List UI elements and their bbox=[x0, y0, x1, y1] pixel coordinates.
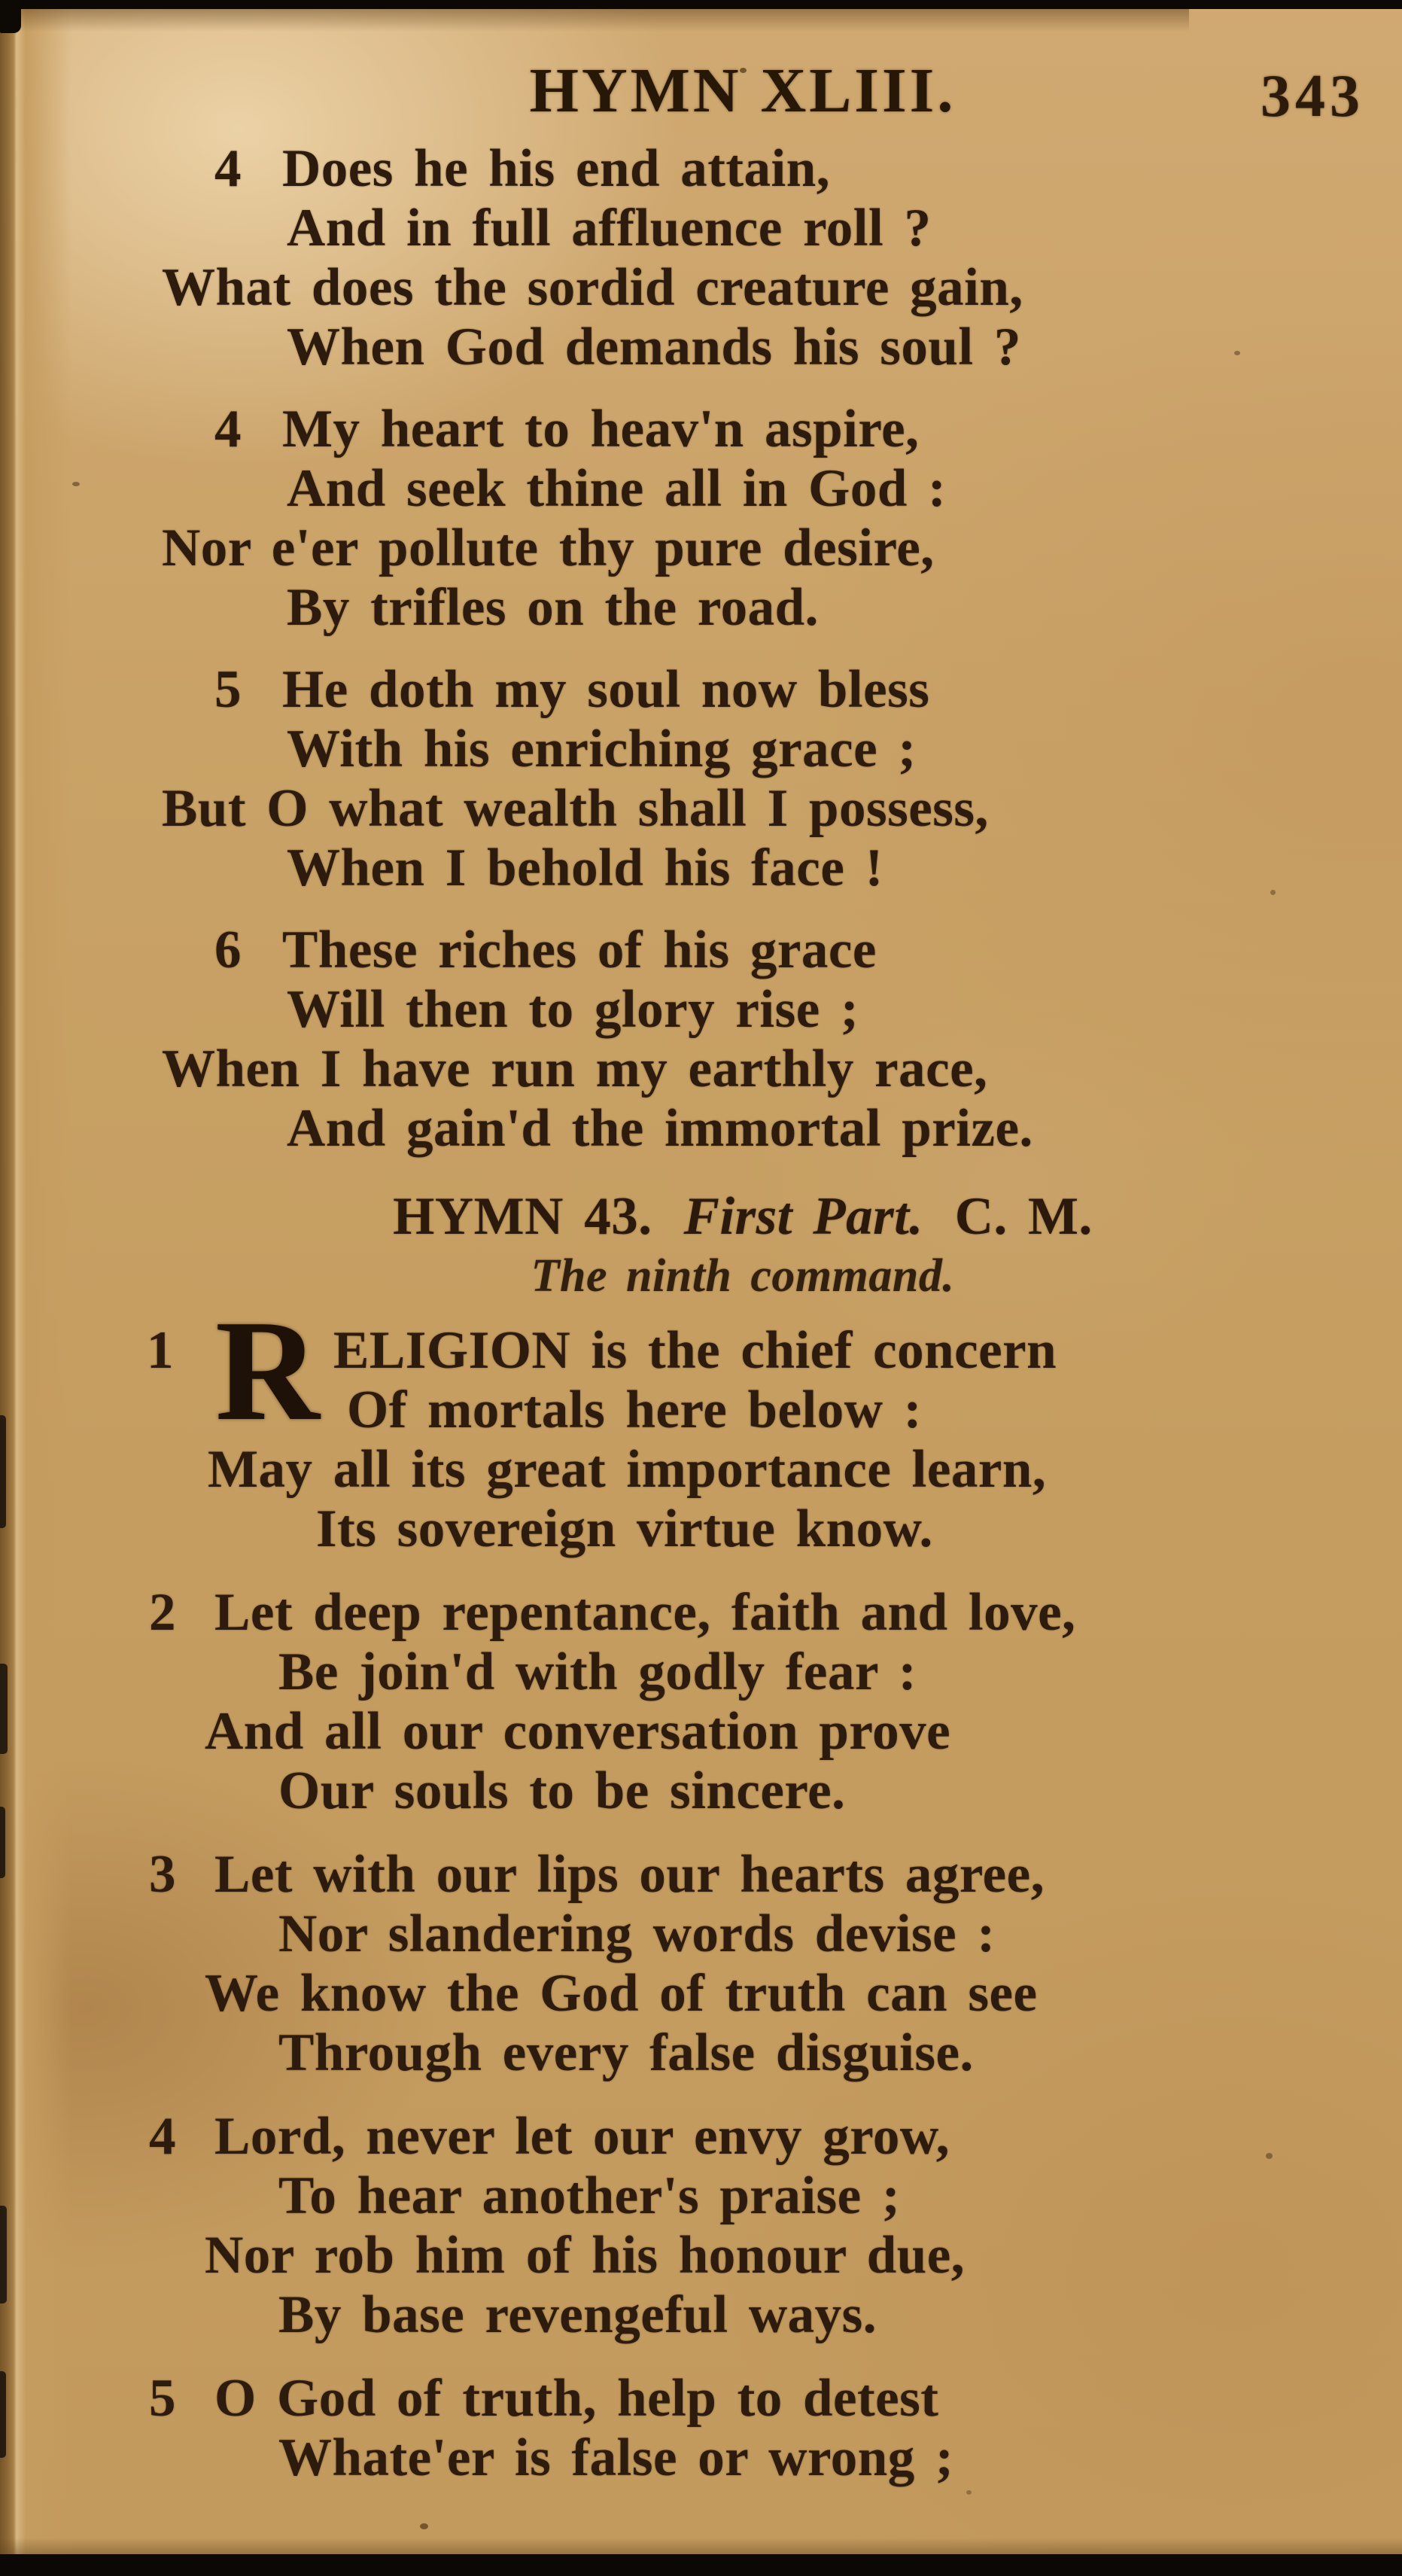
poem-line: To hear another's praise ; bbox=[278, 2166, 901, 2225]
hymn-part-label: First Part. bbox=[683, 1187, 923, 1246]
binding-mark bbox=[0, 1807, 5, 1878]
running-head-title: HYMN XLIII. bbox=[529, 56, 956, 126]
poem-line bbox=[84, 660, 1402, 720]
hymn-heading bbox=[84, 1187, 1402, 1247]
stanza-number: 5 bbox=[214, 660, 242, 719]
poem-line: And all our conversation prove bbox=[205, 1702, 951, 1761]
poem-line: When I have run my earthly race, bbox=[162, 1040, 988, 1098]
hymn-subtitle: The ninth command. bbox=[531, 1250, 955, 1302]
poem-line: What does the sordid creature gain, bbox=[162, 258, 1023, 317]
poem-line: Of mortals here below : bbox=[347, 1381, 922, 1439]
book-gutter-shadow bbox=[0, 0, 71, 2576]
hymn-text-block bbox=[84, 139, 1402, 2488]
poem-line: Our souls to be sincere. bbox=[278, 1761, 846, 1820]
poem-line: With his enriching grace ; bbox=[287, 720, 917, 778]
poem-line: Nor slandering words devise : bbox=[278, 1905, 996, 1963]
stanza-number: 4 bbox=[214, 400, 242, 458]
poem-line: We know the God of truth can see bbox=[205, 1964, 1038, 2023]
poem-line bbox=[84, 1583, 1402, 1643]
stanza-number: 4 bbox=[149, 2107, 176, 2166]
poem-line: By trifles on the road. bbox=[287, 578, 819, 637]
stanza bbox=[84, 139, 1402, 377]
stanza-number: 6 bbox=[214, 921, 242, 979]
poem-line-text: Lord, never let our envy grow, bbox=[214, 2107, 950, 2166]
paper-speck bbox=[72, 482, 80, 486]
page-number: 343 bbox=[1261, 63, 1364, 129]
poem-line-text: Let with our lips our hearts agree, bbox=[214, 1845, 1045, 1904]
poem-line bbox=[84, 2107, 1402, 2166]
hymn-number-label: HYMN 43. bbox=[393, 1187, 652, 1246]
binding-mark bbox=[0, 2371, 6, 2458]
hymn-meter-label: C. M. bbox=[954, 1187, 1093, 1246]
drop-cap-letter: R bbox=[215, 1290, 321, 1451]
poem-line: Whate'er is false or wrong ; bbox=[278, 2428, 954, 2487]
poem-line bbox=[84, 1845, 1402, 1905]
poem-line-text: He doth my soul now bless bbox=[282, 660, 930, 719]
paper-speck bbox=[420, 2523, 428, 2529]
poem-line: And in full affluence roll ? bbox=[287, 199, 932, 257]
poem-line: ELIGION is the chief concern bbox=[333, 1321, 1057, 1380]
binding-mark bbox=[0, 2206, 7, 2303]
scan-edge-top-shadow bbox=[0, 9, 1189, 32]
stanza-number: 2 bbox=[149, 1583, 176, 1642]
poem-line: When God demands his soul ? bbox=[287, 318, 1021, 376]
poem-line: Be join'd with godly fear : bbox=[278, 1643, 917, 1701]
poem-line-text: These riches of his grace bbox=[282, 921, 877, 979]
poem-line-text: My heart to heav'n aspire, bbox=[282, 400, 920, 458]
poem-line-text: Does he his end attain, bbox=[282, 139, 830, 198]
poem-line: Nor e'er pollute thy pure desire, bbox=[162, 519, 935, 577]
poem-line: Will then to glory rise ; bbox=[287, 980, 859, 1039]
poem-line: May all its great importance learn, bbox=[208, 1440, 1047, 1499]
stanza bbox=[84, 400, 1402, 638]
stanza-number: 5 bbox=[149, 2369, 176, 2428]
poem-line: Through every false disguise. bbox=[278, 2023, 974, 2082]
binding-mark bbox=[0, 1415, 6, 1528]
stanza-number: 3 bbox=[149, 1845, 176, 1904]
stanza bbox=[84, 1845, 1402, 2083]
stanza bbox=[84, 921, 1402, 1159]
paper-speck bbox=[966, 2490, 972, 2495]
binding-mark bbox=[0, 1664, 8, 1754]
poem-line bbox=[84, 400, 1402, 459]
poem-line-text: O God of truth, help to detest bbox=[214, 2369, 939, 2428]
poem-line: But O what wealth shall I possess, bbox=[162, 779, 989, 838]
stanza bbox=[84, 1583, 1402, 1821]
poem-line: And gain'd the immortal prize. bbox=[287, 1099, 1033, 1158]
stanza-number: 4 bbox=[214, 139, 242, 198]
stanza bbox=[84, 660, 1402, 898]
poem-line: Its sovereign virtue know. bbox=[316, 1500, 933, 1558]
stanza-number: 1 bbox=[147, 1321, 174, 1380]
poem-line-text: Let deep repentance, faith and love, bbox=[214, 1583, 1076, 1642]
poem-line: When I behold his face ! bbox=[287, 839, 883, 897]
scan-corner-top-left bbox=[0, 0, 21, 33]
poem-line: And seek thine all in God : bbox=[287, 459, 947, 518]
scan-edge-bottom bbox=[0, 2554, 1402, 2576]
poem-line: Nor rob him of his honour due, bbox=[205, 2226, 965, 2285]
stanza bbox=[84, 2107, 1402, 2345]
scan-edge-bottom-shadow bbox=[0, 2538, 1402, 2554]
poem-line bbox=[84, 921, 1402, 980]
stanza bbox=[84, 1290, 1402, 1559]
scan-edge-top bbox=[0, 0, 1402, 9]
poem-line: By base revengeful ways. bbox=[278, 2285, 877, 2344]
poem-line bbox=[84, 139, 1402, 199]
poem-line bbox=[84, 2369, 1402, 2428]
stanza bbox=[84, 2369, 1402, 2488]
